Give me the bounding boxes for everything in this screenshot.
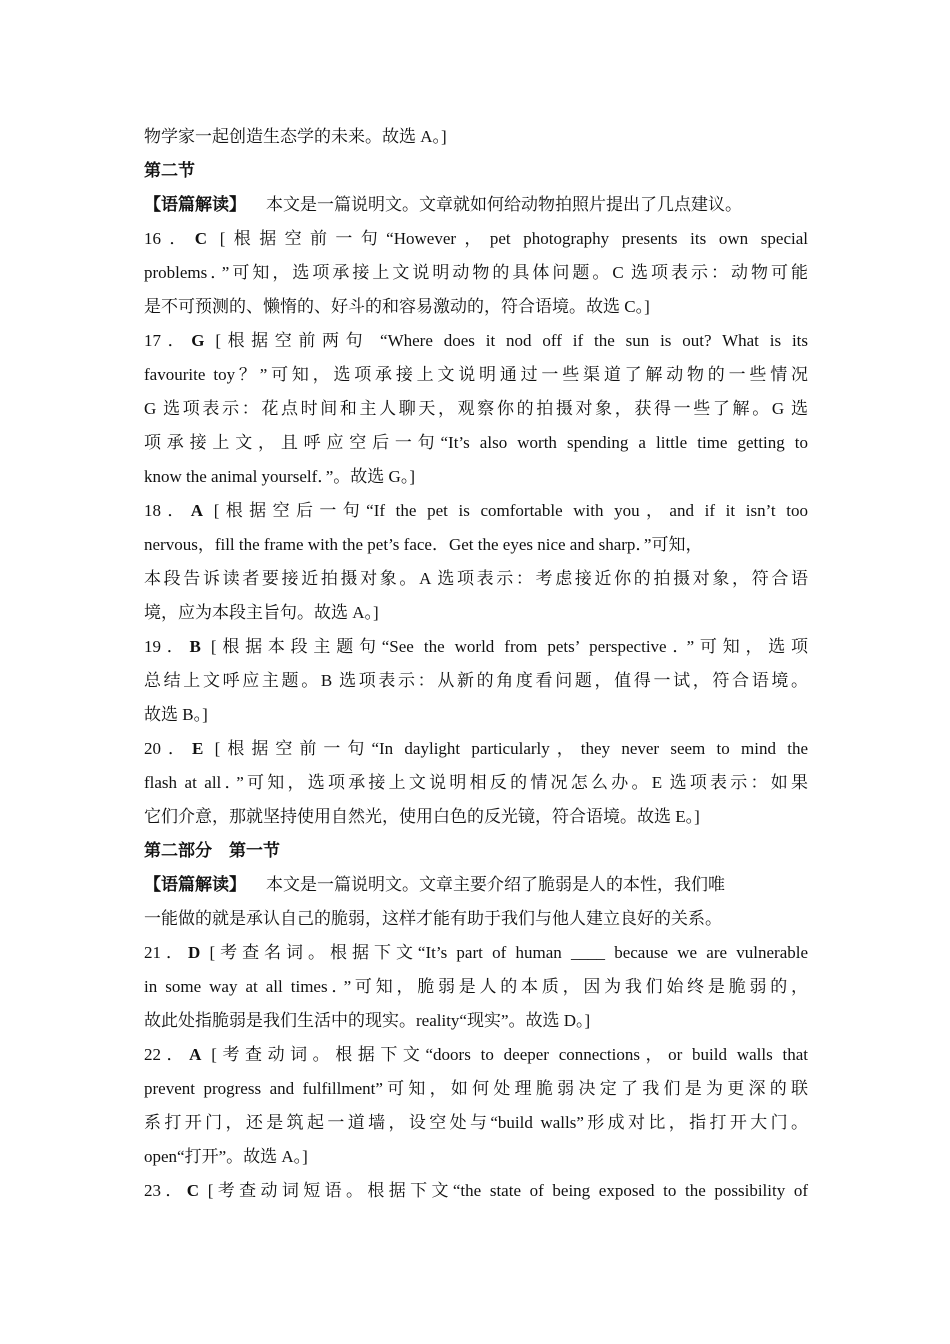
text-line (144, 970, 808, 1004)
question-number: 21． (144, 943, 188, 962)
answer-item (144, 630, 808, 664)
text-line (144, 392, 808, 426)
summary-label: 【语篇解读】 (144, 195, 246, 214)
line-text: [考查动词。根据下文“doors to deeper connections，or build walls that (211, 1045, 809, 1064)
line-text: 一能做的就是承认自己的脆弱，这样才能有助于我们与他人建立良好的关系。 (144, 909, 722, 928)
line-text: [考查动词短语。根据下文“the state of being exposed to the possibility of (207, 1181, 809, 1200)
line-text: [根据空前一句“However，pet photography presents its own special (219, 229, 808, 248)
question-number: 22． (144, 1045, 190, 1064)
line-text: 本文是一篇说明文。文章就如何给动物拍照片提出了几点建议。 (266, 195, 742, 214)
text-line (144, 1004, 808, 1038)
text-line (144, 120, 808, 154)
answer-item (144, 1038, 808, 1072)
summary-label: 【语篇解读】 (144, 875, 246, 894)
text-line (144, 596, 808, 630)
answer-item (144, 936, 808, 970)
line-text: flash at all．”可知，选项承接上文说明相反的情况怎么办。E 选项表示：如果 (144, 773, 808, 792)
answer-item (144, 732, 808, 766)
line-text: [考查名词。根据下文“It’s part of human ____ because we are vulnerable (209, 943, 809, 962)
answer-letter: C (186, 1181, 200, 1200)
text-line (144, 1140, 808, 1174)
text-line (144, 800, 808, 834)
text-line (144, 1072, 808, 1106)
line-text: 故此处指脆弱是我们生活中的现实。reality“现实”。故选 D。] (144, 1011, 591, 1030)
text-line (144, 664, 808, 698)
heading-text: 第二节 (144, 161, 195, 180)
text-line (144, 698, 808, 732)
line-text: favourite toy？”可知，选项承接上文说明通过一些渠道了解动物的一些情况 (144, 365, 808, 384)
line-text: prevent progress and fulfillment”可知，如何处理脆弱决定了我们是为更深的联 (144, 1079, 808, 1098)
answer-letter: E (192, 739, 204, 758)
heading-text: 第二部分 第一节 (144, 841, 280, 860)
line-text: [根据空前一句“In daylight particularly，they never seem to mind the (214, 739, 809, 758)
line-text: problems．”可知，选项承接上文说明动物的具体问题。C 选项表示：动物可能 (144, 263, 808, 282)
answer-item (144, 324, 808, 358)
line-text: G 选项表示：花点时间和主人聊天，观察你的拍摄对象，获得一些了解。G 选 (144, 399, 808, 418)
text-line (144, 766, 808, 800)
answer-letter: C (194, 229, 208, 248)
answer-item (144, 494, 808, 528)
question-number: 17． (144, 331, 192, 350)
answer-letter: A (189, 1045, 202, 1064)
text-line (144, 290, 808, 324)
question-number: 20． (144, 739, 193, 758)
text-line (144, 1106, 808, 1140)
text-line (144, 528, 808, 562)
line-text: 项承接上文，且呼应空后一句“It’s also worth spending a little time getting to (144, 433, 808, 452)
answer-letter: B (189, 637, 201, 656)
line-text: nervous，fill the frame with the pet’s face．Get the eyes nice and sharp．”可知， (144, 535, 703, 554)
line-text: know the animal yourself．”。故选 G。] (144, 467, 415, 486)
line-text: in some way at all times．”可知，脆弱是人的本质，因为我们始终是脆弱的， (144, 977, 808, 996)
passage-summary (144, 868, 808, 902)
line-text: 境，应为本段主旨句。故选 A。] (144, 603, 379, 622)
line-text: open“打开”。故选 A。] (144, 1147, 308, 1166)
line-text: 是不可预测的、懒惰的、好斗的和容易激动的，符合语境。故选 C。] (144, 297, 650, 316)
question-number: 16． (144, 229, 195, 248)
line-text: 本段告诉读者要接近拍摄对象。A 选项表示：考虑接近你的拍摄对象，符合语 (144, 569, 808, 588)
answer-letter: A (190, 501, 204, 520)
line-text: 系打开门，还是筑起一道墙，设空处与“build walls”形成对比，指打开大门。 (144, 1113, 808, 1132)
text-line (144, 256, 808, 290)
text-line (144, 358, 808, 392)
line-text: 总结上文呼应主题。B 选项表示：从新的角度看问题，值得一试，符合语境。 (144, 671, 808, 690)
line-text: [根据空前两句 “Where does it nod off if the sun is out? What is its (215, 331, 809, 350)
text-line (144, 426, 808, 460)
text-line (144, 902, 808, 936)
line-text: 物学家一起创造生态学的未来。故选 A。] (144, 127, 447, 146)
answer-key-content (144, 120, 808, 1208)
text-line (144, 562, 808, 596)
question-number: 19． (144, 637, 190, 656)
answer-letter: D (187, 943, 201, 962)
line-text: 本文是一篇说明文。文章主要介绍了脆弱是人的本性，我们唯 (266, 875, 725, 894)
answer-item (144, 222, 808, 256)
answer-item (144, 1174, 808, 1208)
question-number: 23． (144, 1181, 187, 1200)
passage-summary (144, 188, 808, 222)
question-number: 18． (144, 501, 191, 520)
line-text: 它们介意，那就坚持使用自然光，使用白色的反光镜，符合语境。故选 E。] (144, 807, 700, 826)
line-text: [根据空后一句“If the pet is comfortable with you，and if it isn’t too (213, 501, 809, 520)
section-heading (144, 154, 808, 188)
line-text: [根据本段主题句“See the world from pets’ perspective．”可知，选项 (210, 637, 809, 656)
answer-letter: G (191, 331, 205, 350)
section-heading (144, 834, 808, 868)
text-line (144, 460, 808, 494)
line-text: 故选 B。] (144, 705, 208, 724)
